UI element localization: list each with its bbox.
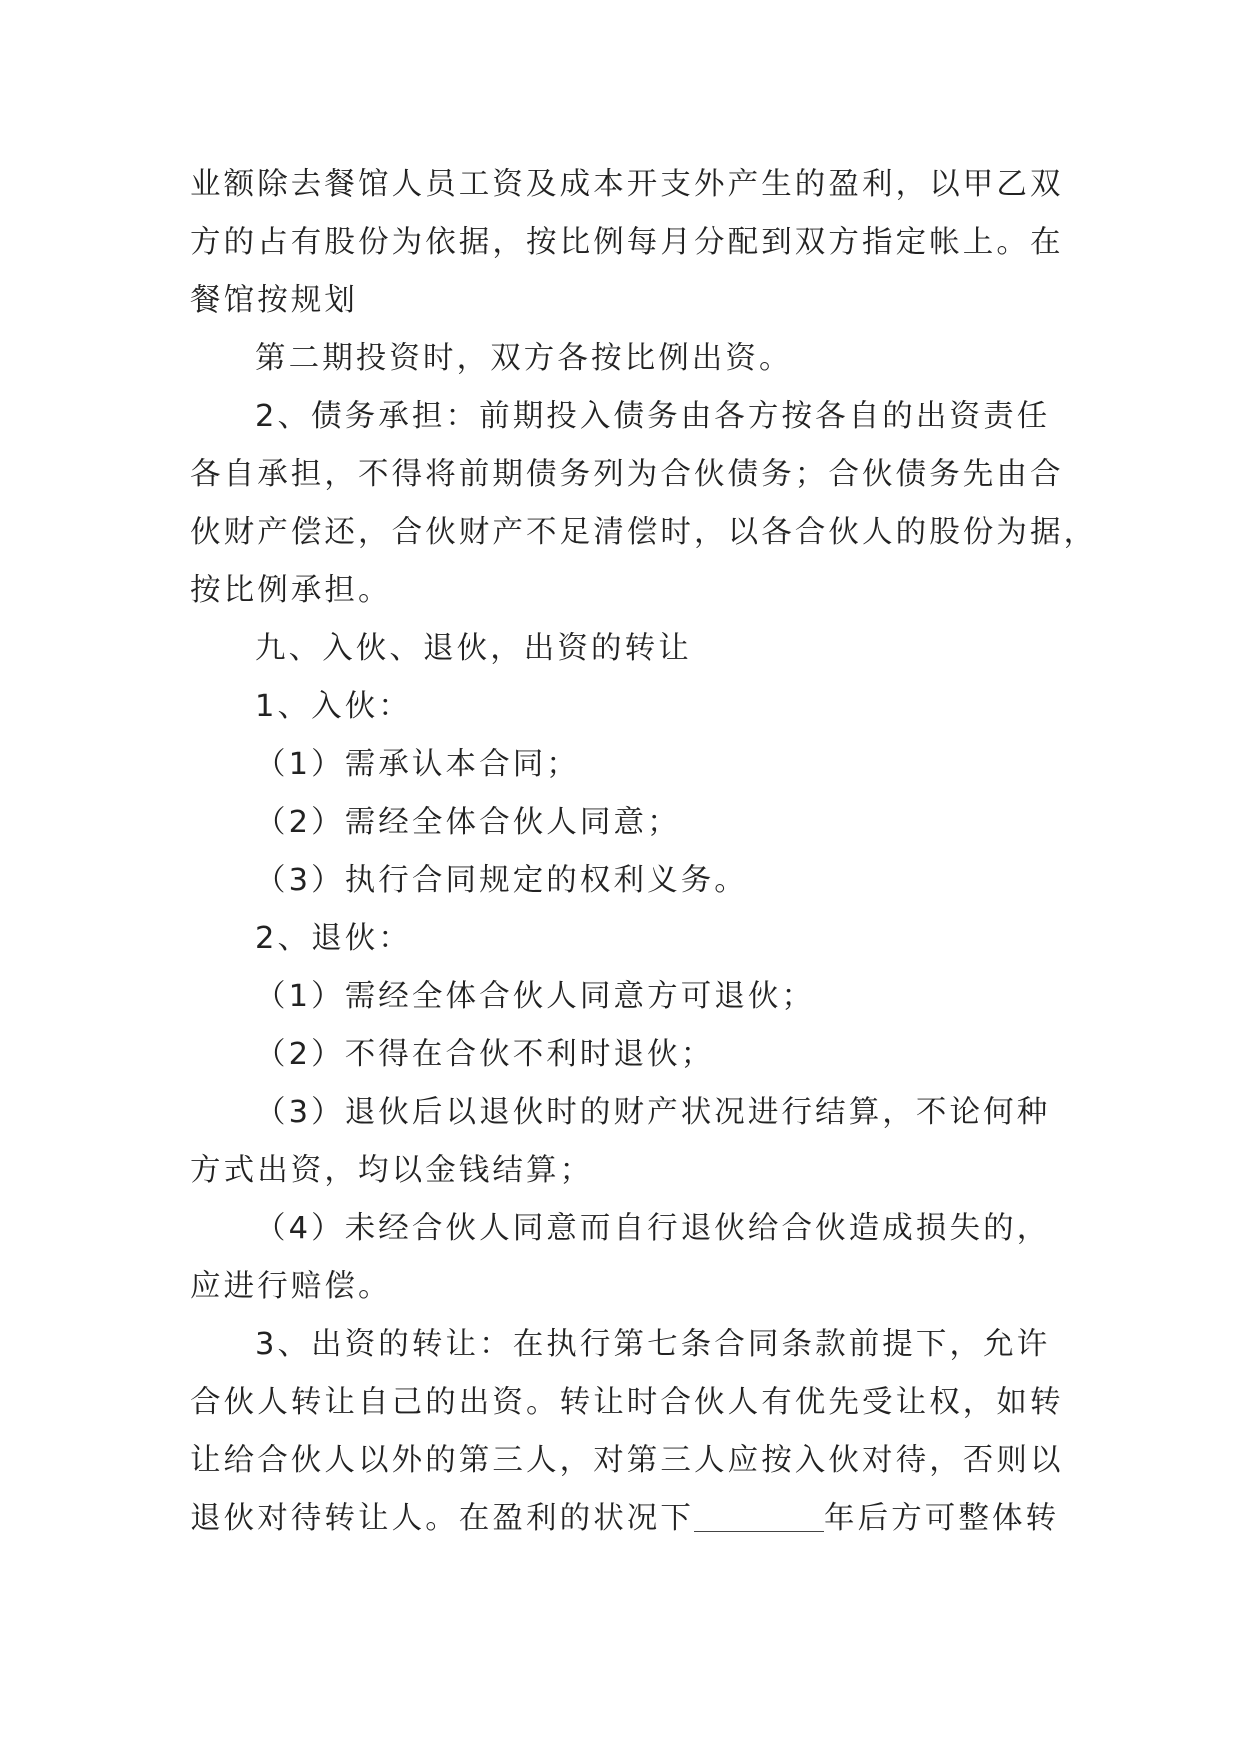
paragraph-line: 业额除去餐馆人员工资及成本开支外产生的盈利，以甲乙双 <box>190 167 1064 202</box>
paragraph-line: 应进行赔偿。 <box>190 1269 392 1304</box>
line-text-before-blank: 退伙对待转让人。在盈利的状况下 <box>190 1501 694 1536</box>
paragraph-line: 方的占有股份为依据，按比例每月分配到双方指定帐上。在 <box>190 225 1064 260</box>
section-9-heading: 九、入伙、退伙，出资的转让 <box>255 631 692 666</box>
paragraph-line: 伙财产偿还，合伙财产不足清偿时，以各合伙人的股份为据， <box>190 515 1098 550</box>
paragraph-line: 按比例承担。 <box>190 573 392 608</box>
paragraph-line: 各自承担，不得将前期债务列为合伙债务；合伙债务先由合 <box>190 457 1064 492</box>
paragraph-line: 第二期投资时，双方各按比例出资。 <box>255 341 793 376</box>
list-item: （3）退伙后以退伙时的财产状况进行结算，不论何种 <box>255 1095 1051 1130</box>
list-item: （1）需经全体合伙人同意方可退伙； <box>255 979 816 1014</box>
document-body <box>190 156 1098 1548</box>
paragraph-line: 方式出资，均以金钱结算； <box>190 1153 594 1188</box>
list-item: （2）需经全体合伙人同意； <box>255 805 681 840</box>
line-text-after-blank: 年后方可整体转 <box>824 1501 1060 1536</box>
section-debt-heading: 2、债务承担：前期投入债务由各方按各自的出资责任 <box>255 399 1051 434</box>
paragraph-line: 让给合伙人以外的第三人，对第三人应按入伙对待，否则以 <box>190 1443 1064 1478</box>
list-item: （3）执行合同规定的权利义务。 <box>255 863 748 898</box>
list-item: （1）需承认本合同； <box>255 747 580 782</box>
list-item: （4）未经合伙人同意而自行退伙给合伙造成损失的， <box>255 1211 1051 1246</box>
list-item: （2）不得在合伙不利时退伙； <box>255 1037 715 1072</box>
fill-in-blank <box>694 1497 824 1532</box>
paragraph-line-with-blank <box>190 1490 1060 1548</box>
paragraph-line: 合伙人转让自己的出资。转让时合伙人有优先受让权，如转 <box>190 1385 1064 1420</box>
paragraph-line: 餐馆按规划 <box>190 283 358 318</box>
subsection-transfer-heading: 3、出资的转让：在执行第七条合同条款前提下，允许 <box>255 1327 1051 1362</box>
subsection-join-heading: 1、入伙： <box>255 689 412 724</box>
subsection-withdraw-heading: 2、退伙： <box>255 921 412 956</box>
